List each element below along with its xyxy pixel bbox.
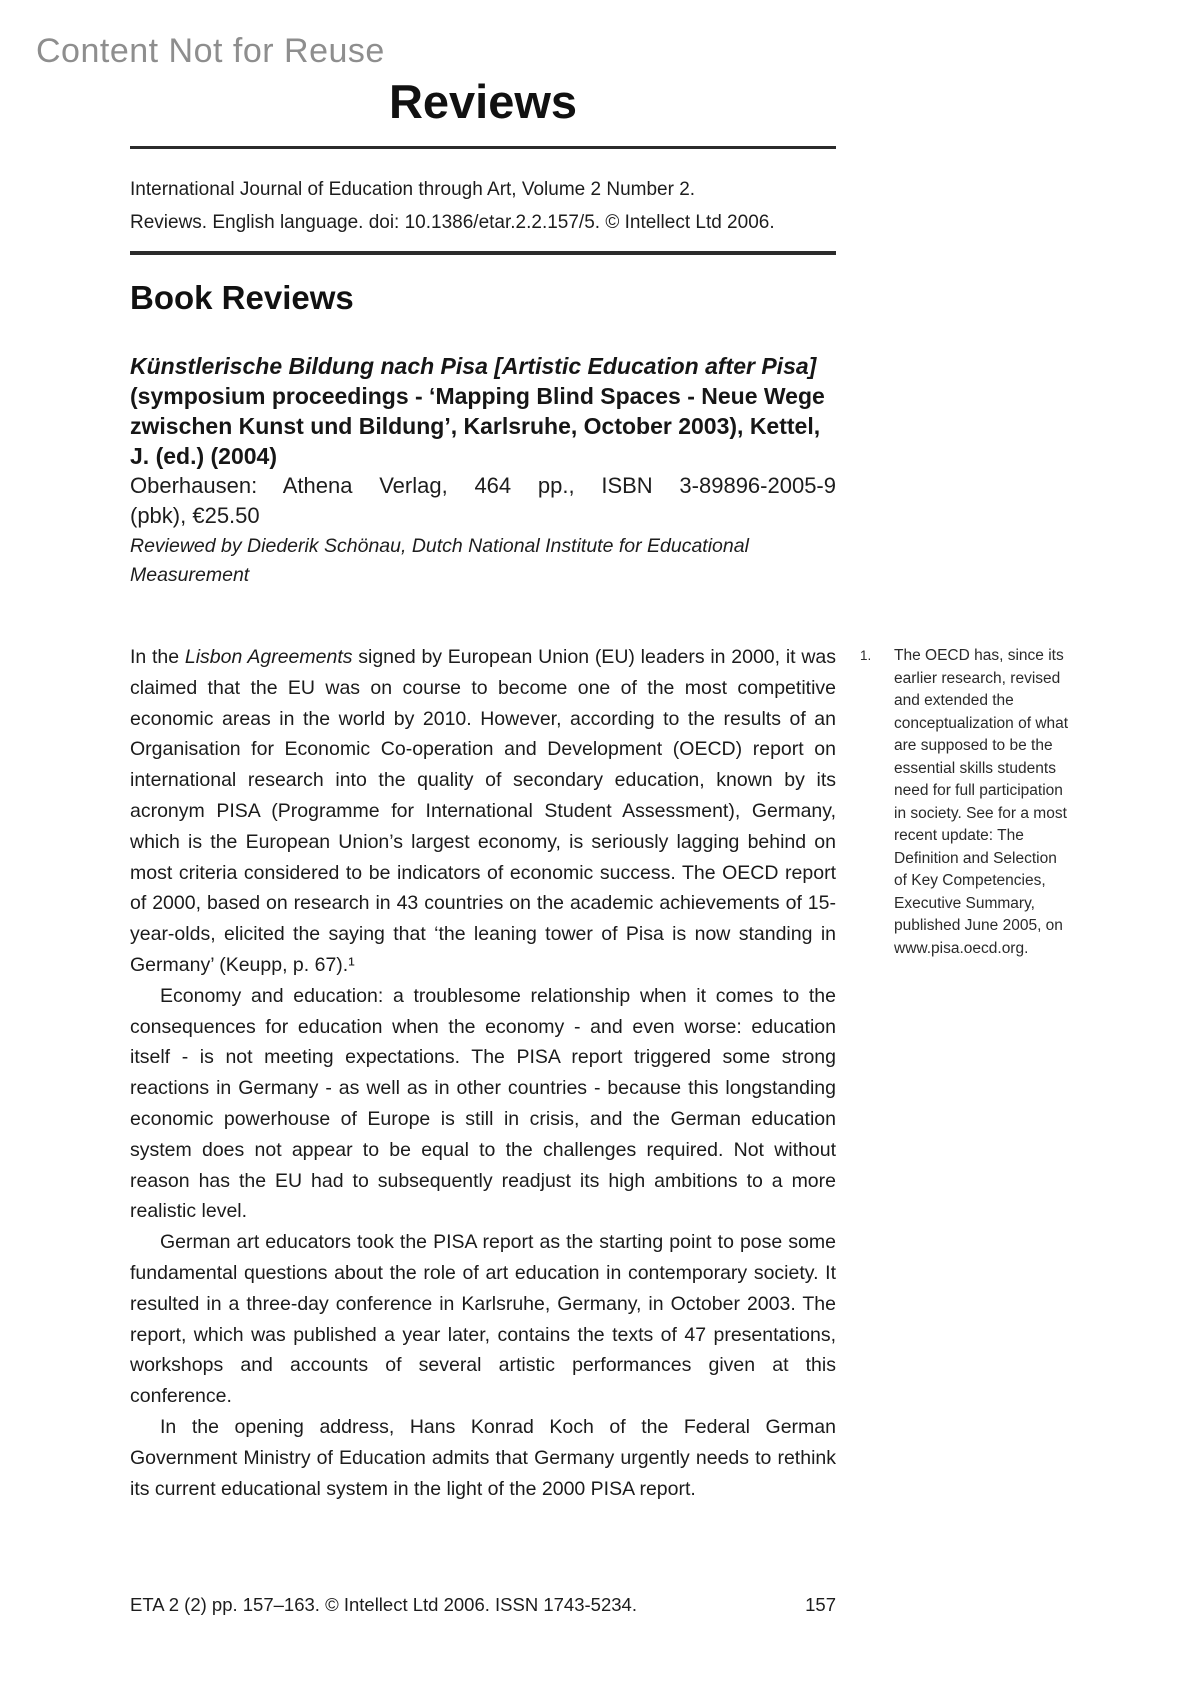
margin-notes-column [860,642,1076,1504]
book-citation [130,351,836,471]
body-paragraph-3: German art educators took the PISA report as the starting point to pose some fundamental questions about the role of art education in contemporary society. It resulted in a three-day conference in Karlsruhe, Germany, in October 2003. The report, which was published a year later, contains the texts of 47 presentations, workshops and accounts of several artistic performances given at this conference. [130,1231,836,1408]
reviewer-credit: Reviewed by Diederik Schönau, Dutch National Institute for Educational Measurement [130,535,749,586]
journal-meta [130,173,836,239]
paragraph-1-rest: signed by European Union (EU) leaders in 2000, it was claimed that the EU was on course to become one of the most competitive economic areas in the world by 2010. However, according to the results of an Organisation for Economic Co-operation and Development (OECD) report on international research into the quality of secondary education, known by its acronym PISA (Programme for International Student Assessment), Germany, which is the European Union’s largest economy, is seriously lagging behind on most criteria considered to be indicators of economic success. The OECD report of 2000, based on research in 43 countries on the academic achievements of 15-year-olds, elicited the saying that ‘the leaning tower of Pisa is now standing in Germany’ (Keupp, p. 67).¹ [130,646,836,976]
footnote-1 [860,645,1076,960]
divider-top [130,146,836,149]
body-paragraph-4: In the opening address, Hans Konrad Koch of the Federal German Government Ministry of Education admits that Germany urgently needs to rethink its current educational system in the light of the 2000 PISA report. [130,1415,836,1500]
body-paragraph-1 [130,642,836,981]
page-main-column [130,0,1090,1504]
body-paragraph-2: Economy and education: a troublesome relationship when it comes to the consequences for education when the economy - and even worse: education itself - is not meeting expectations. The PISA report triggered some strong reactions in Germany - as well as in other countries - because this longstanding economic powerhouse of Europe is still in crisis, and the German education system does not appear to be equal to the challenges required. Not without reason has the EU had to subsequently readjust its high ambitions to a more realistic level. [130,984,836,1223]
content-reuse-watermark: Content Not for Reuse [36,32,385,70]
footnote-number: 1. [860,648,872,663]
publication-info-line2: (pbk), €25.50 [130,503,260,528]
review-body-row [130,642,1090,1504]
divider-bottom [130,251,836,255]
book-title-foreign: Künstlerische Bildung nach Pisa [Artistic Education after Pisa] [130,353,817,379]
review-body-text [130,642,836,1504]
journal-meta-line1: International Journal of Education through Art, Volume 2 Number 2. [130,179,696,200]
publication-info-line1: Oberhausen: Athena Verlag, 464 pp., ISBN 3-89896-2005-9 [130,473,836,498]
section-heading: Book Reviews [130,279,354,316]
paragraph-1-italic-title: Lisbon Agreements [184,646,353,668]
paragraph-1-pre: In the [130,646,185,668]
page-number: 157 [805,1594,836,1615]
page-footer [130,1594,836,1616]
book-title-details: (symposium proceedings - ‘Mapping Blind Spaces - Neue Wege zwischen Kunst und Bildung’, Karlsruhe, October 2003), Kettel, J. (ed.) (2004) [130,383,825,469]
footnote-text: The OECD has, since its earlier research, revised and extended the conceptualization of what are supposed to be the essential skills students need for full participation in society. See for a most recent update: The Definition and Selection of Key Competencies, Executive Summary, published June 2005, on www.pisa.oecd.org. [894,647,1069,957]
footer-citation: ETA 2 (2) pp. 157–163. © Intellect Ltd 2006. ISSN 1743-5234. [130,1594,637,1615]
journal-meta-line2: Reviews. English language. doi: 10.1386/etar.2.2.157/5. © Intellect Ltd 2006. [130,212,775,233]
page-title: Reviews [388,75,578,128]
